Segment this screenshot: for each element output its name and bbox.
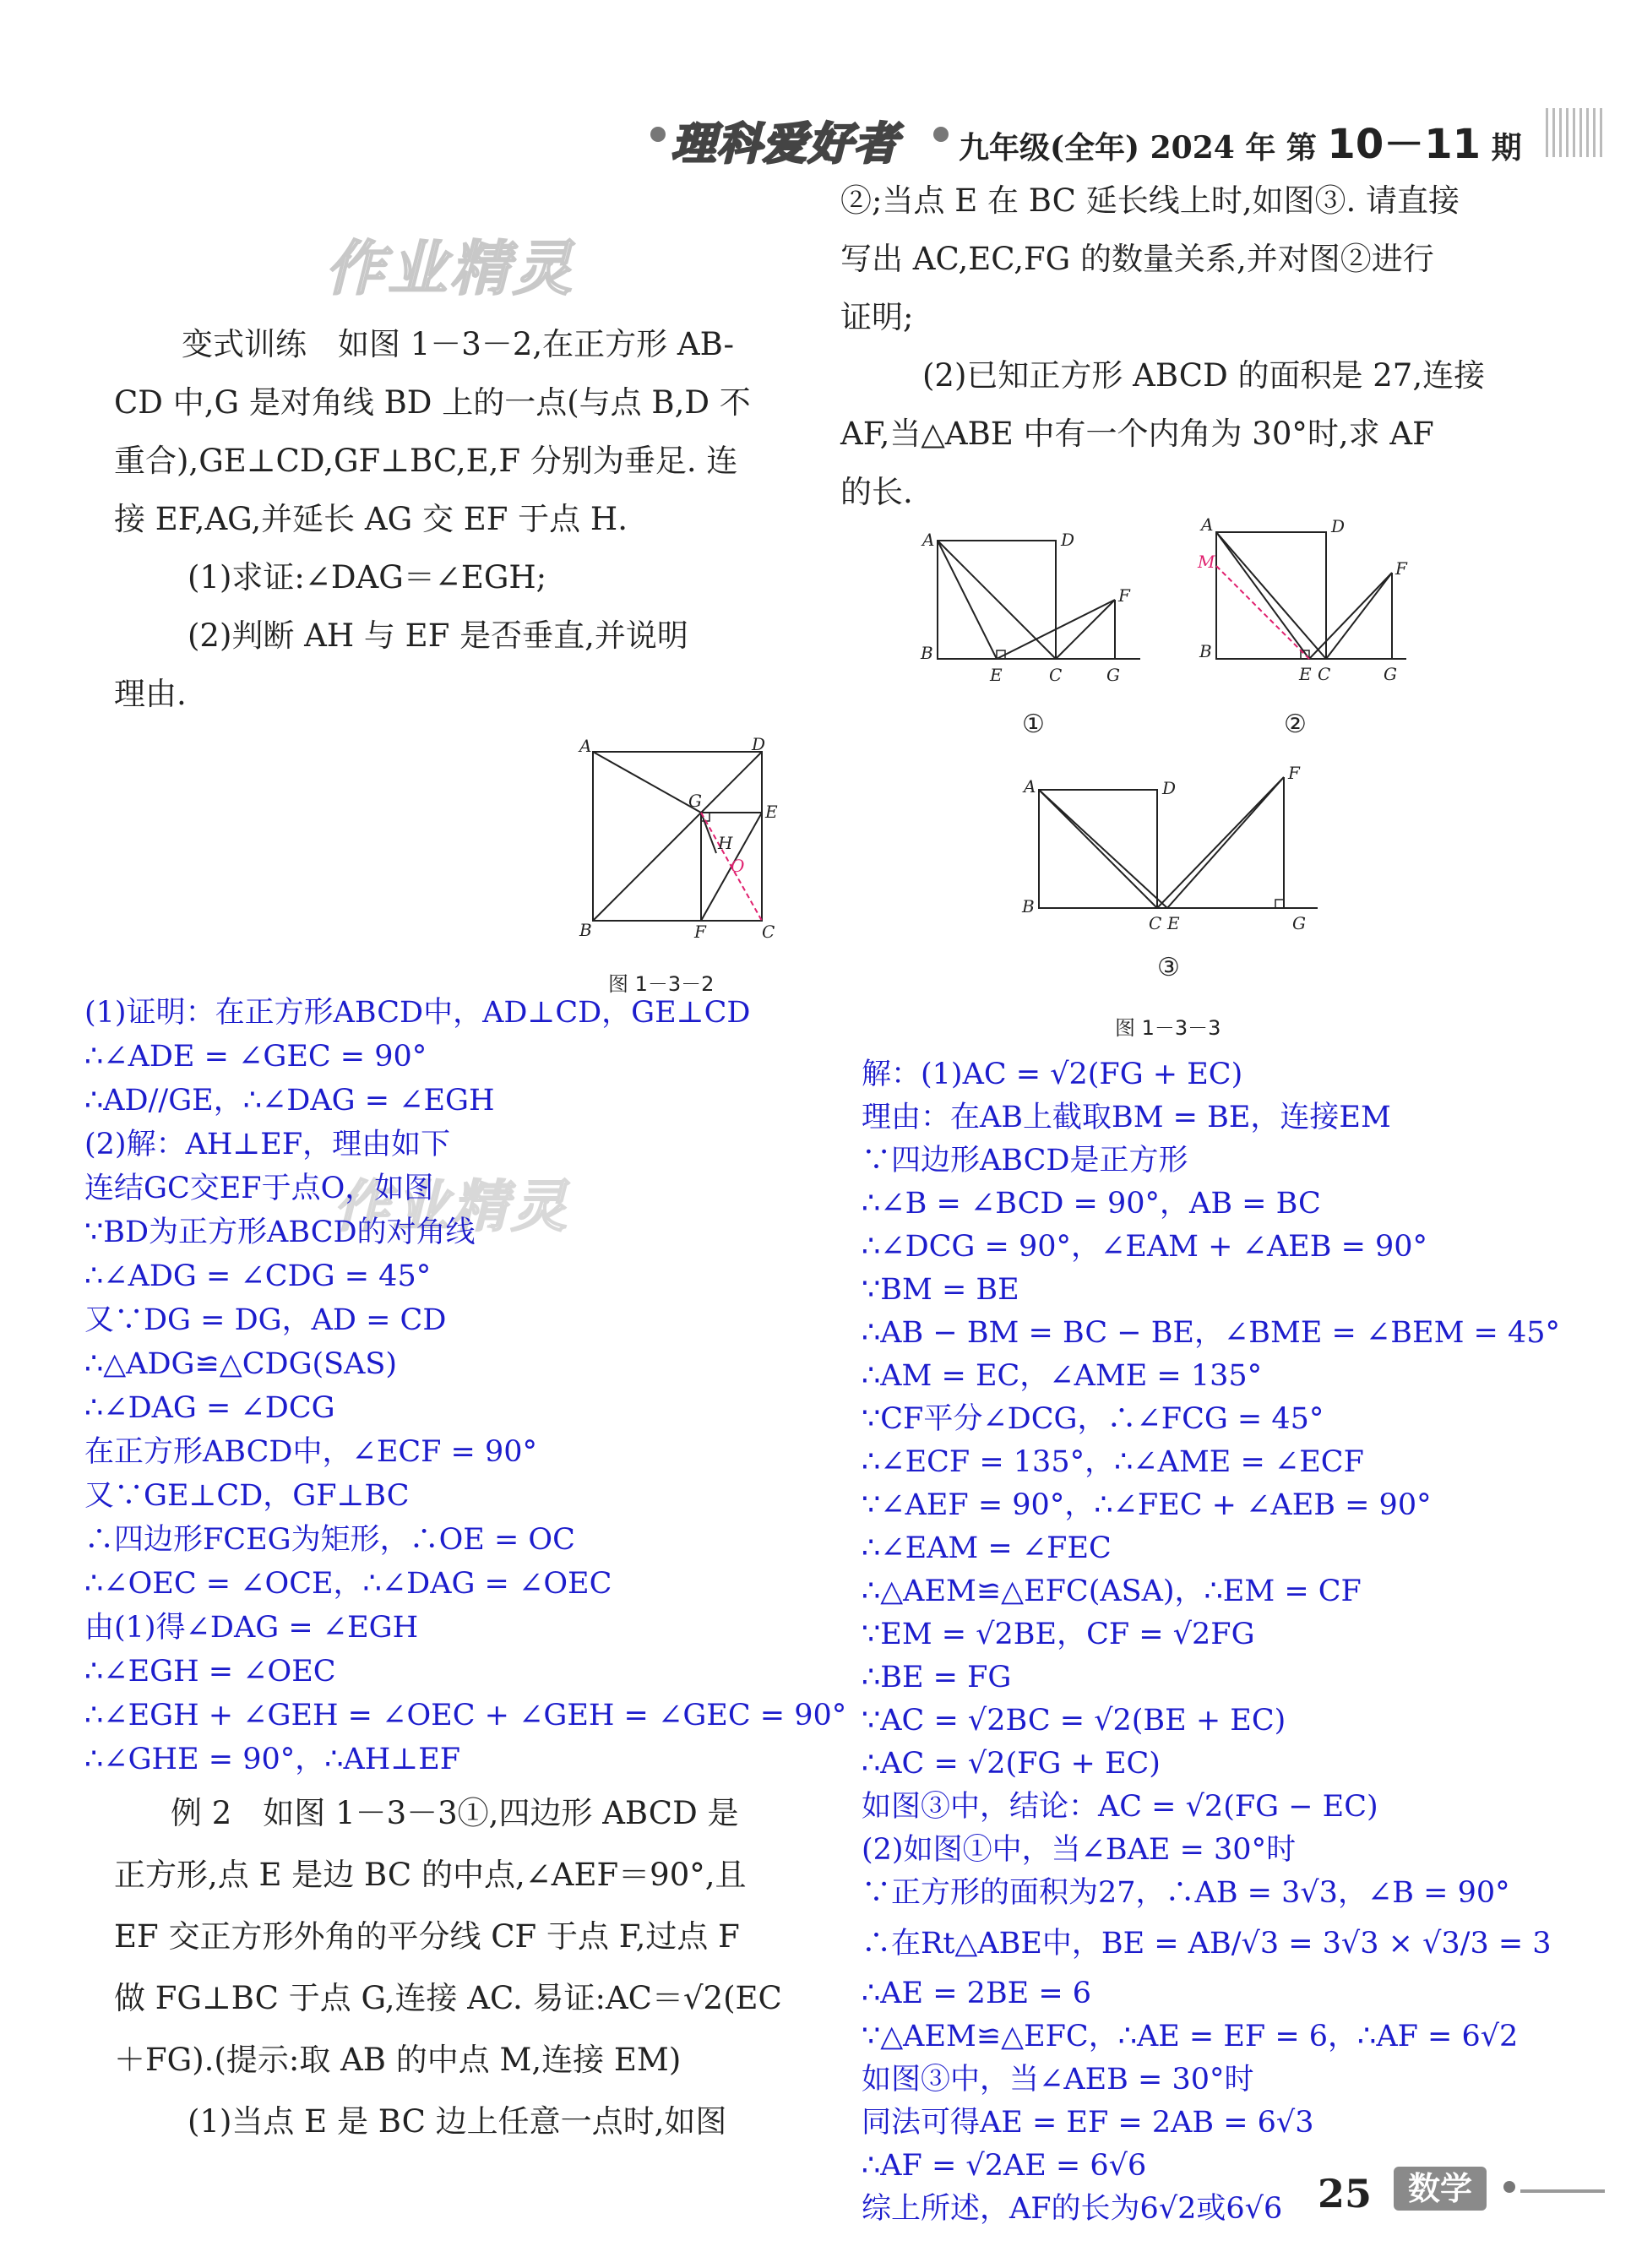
left-problem-line: 理由.: [114, 676, 187, 712]
fig1-label: F: [1118, 585, 1130, 606]
fig132-label: O: [731, 856, 745, 876]
fig1-subcaption: ①: [1022, 710, 1045, 739]
fig1-label: C: [1049, 665, 1063, 685]
solution-line: (2)如图①中，当∠BAE = 30°时: [862, 1833, 1297, 1867]
fig2-label: B: [1199, 641, 1212, 661]
right-problem-line: AF,当△ABE 中有一个内角为 30°时,求 AF: [840, 416, 1434, 452]
solution-line: ∴△AEM≌△EFC(ASA)，∴EM = CF: [862, 1575, 1362, 1608]
solution-line: 在正方形ABCD中，∠ECF = 90°: [84, 1435, 538, 1469]
left-problem-line: 重合),GE⊥CD,GF⊥BC,E,F 分别为垂足. 连: [114, 443, 738, 479]
issue-suffix: 期: [1491, 130, 1522, 166]
solution-line: ∴∠OEC = ∠OCE，∴∠DAG = ∠OEC: [84, 1567, 612, 1601]
solution-line: ∴∠EGH + ∠GEH = ∠OEC + ∠GEH = ∠GEC = 90°: [84, 1699, 847, 1732]
solution-line: 又∵DG = DG，AD = CD: [84, 1303, 447, 1337]
left-solution: [84, 991, 846, 1781]
solution-line: ∵正方形的面积为27，∴AB = 3√3，∠B = 90°: [862, 1876, 1510, 1910]
fig3-label: C: [1149, 913, 1162, 933]
example-line: ＋FG).(提示:取 AB 的中点 M,连接 EM): [114, 2042, 682, 2078]
solution-line: ∴∠ADG = ∠CDG = 45°: [84, 1259, 432, 1293]
solution-line: ∵△AEM≌△EFC，∴AE = EF = 6，∴AF = 6√2: [862, 2020, 1519, 2053]
fig1-label: G: [1106, 665, 1120, 685]
issue-info: [959, 111, 1522, 170]
fig2-label: A: [1201, 514, 1214, 535]
example-2: [114, 1782, 790, 2152]
issue-text: 九年级(全年) 2024 年 第: [959, 130, 1317, 166]
solution-line: ∴∠ECF = 135°，∴∠AME = ∠ECF: [862, 1445, 1364, 1479]
fig2-subcaption: ②: [1284, 710, 1307, 739]
fig2-label: E: [1299, 664, 1312, 684]
fig2-label: D: [1331, 516, 1346, 536]
page-number: 25: [1318, 2171, 1373, 2216]
right-problem-line: 证明;: [840, 299, 914, 335]
left-problem-line: 变式训练 如图 1－3－2,在正方形 AB-: [182, 326, 735, 362]
left-problem-line: CD 中,G 是对角线 BD 上的一点(与点 B,D 不: [114, 384, 751, 421]
right-problem-line: 的长.: [840, 474, 913, 510]
left-problem-line: (1)求证:∠DAG＝∠EGH;: [156, 559, 547, 596]
solution-line: (2)解：AH⊥EF，理由如下: [84, 1128, 451, 1161]
header-dot-right: [933, 127, 949, 142]
fig132-label: G: [688, 791, 702, 811]
fig132-label: A: [579, 736, 592, 756]
solution-line: ∵∠AEF = 90°，∴∠FEC + ∠AEB = 90°: [862, 1488, 1432, 1522]
left-problem: [114, 315, 781, 723]
fig1-label: E: [990, 665, 1003, 685]
right-solution: [862, 1053, 1560, 2231]
fig3-label: A: [1024, 776, 1036, 797]
solution-line: ∴∠ADE = ∠GEC = 90°: [84, 1040, 427, 1074]
solution-line: 由(1)得∠DAG = ∠EGH: [84, 1611, 419, 1645]
example-line: 正方形,点 E 是边 BC 的中点,∠AEF＝90°,且: [114, 1857, 747, 1893]
figure-1-3-2: [574, 726, 794, 946]
solution-line: ∴∠B = ∠BCD = 90°，AB = BC: [862, 1187, 1321, 1221]
solution-line: 理由：在AB上截取BM = BE，连接EM: [862, 1101, 1391, 1134]
solution-line: ∴在Rt△ABE中，BE = AB/√3 = 3√3 × √3/3 = 3: [862, 1927, 1552, 1961]
example-line: (1)当点 E 是 BC 边上任意一点时,如图: [156, 2103, 727, 2140]
left-problem-line: 接 EF,AG,并延长 AG 交 EF 于点 H.: [114, 501, 628, 537]
solution-line: ∵CF平分∠DCG，∴∠FCG = 45°: [862, 1402, 1324, 1436]
solution-line: 如图③中，结论：AC = √2(FG − EC): [862, 1790, 1378, 1824]
fig2-label: F: [1395, 558, 1407, 579]
subject-badge: 数学: [1394, 2167, 1487, 2211]
header-dot-left: [650, 127, 666, 142]
fig1-label: B: [921, 643, 933, 663]
solution-line: ∵四边形ABCD是正方形: [862, 1144, 1188, 1178]
solution-line: ∴AM = EC，∠AME = 135°: [862, 1359, 1263, 1393]
header-stripes: [1546, 108, 1605, 157]
solution-line: ∴∠EGH = ∠OEC: [84, 1655, 336, 1689]
solution-line: ∴AF = √2AE = 6√6: [862, 2149, 1147, 2183]
solution-line: ∵EM = √2BE，CF = √2FG: [862, 1618, 1255, 1651]
fig2-label: G: [1384, 664, 1397, 684]
solution-line: 又∵GE⊥CD，GF⊥BC: [84, 1479, 410, 1513]
solution-line: ∵BM = BE: [862, 1273, 1019, 1307]
right-problem: [840, 171, 1533, 521]
figure-1-3-3-2: [1182, 507, 1411, 693]
fig132-label: B: [579, 920, 592, 940]
solution-line: ∴BE = FG: [862, 1661, 1012, 1694]
watermark-2: 作业精灵: [334, 1174, 570, 1239]
figure-1-3-3-1: [912, 524, 1149, 693]
fig132-label: D: [752, 734, 766, 754]
solution-line: ∴∠DAG = ∠DCG: [84, 1391, 335, 1425]
example-line: 做 FG⊥BC 于点 G,连接 AC. 易证:AC＝√2(EC: [114, 1980, 782, 2016]
fig3-subcaption: ③: [1157, 953, 1180, 982]
fig132-label: E: [765, 802, 778, 822]
fig3-label: G: [1292, 913, 1306, 933]
fig3-label: E: [1167, 913, 1180, 933]
issue-number: 10－11: [1327, 121, 1481, 168]
solution-line: 同法可得AE = EF = 2AB = 6√3: [862, 2106, 1314, 2140]
solution-line: ∴AB − BM = BC − BE，∠BME = ∠BEM = 45°: [862, 1316, 1561, 1350]
fig3-label: F: [1288, 763, 1300, 783]
fig3-label: B: [1022, 896, 1035, 916]
footer-line: [1520, 2189, 1605, 2193]
right-problem-line: ②;当点 E 在 BC 延长线上时,如图③. 请直接: [840, 182, 1460, 219]
solution-line: ∴∠GHE = 90°，∴AH⊥EF: [84, 1743, 461, 1776]
solution-line: ∴∠DCG = 90°，∠EAM + ∠AEB = 90°: [862, 1230, 1428, 1264]
fig2-label: C: [1318, 664, 1331, 684]
solution-line: ∴△ADG≌△CDG(SAS): [84, 1347, 398, 1381]
fig132-label: H: [718, 833, 733, 853]
right-problem-line: (2)已知正方形 ABCD 的面积是 27,连接: [891, 357, 1486, 394]
solution-line: ∴四边形FCEG为矩形，∴OE = OC: [84, 1523, 575, 1557]
watermark: 作业精灵: [325, 234, 575, 303]
solution-line: (1)证明：在正方形ABCD中，AD⊥CD，GE⊥CD: [84, 996, 751, 1030]
solution-line: ∴AC = √2(FG + EC): [862, 1747, 1161, 1781]
solution-line: 连结GC交EF于点O，如图: [84, 1172, 434, 1205]
solution-line: ∵AC = √2BC = √2(BE + EC): [862, 1704, 1286, 1738]
solution-line: ∴∠EAM = ∠FEC: [862, 1531, 1112, 1565]
footer-dot: [1503, 2181, 1515, 2193]
left-problem-line: (2)判断 AH 与 EF 是否垂直,并说明: [156, 617, 688, 654]
fig1-label: D: [1061, 530, 1075, 550]
fig3-label: D: [1162, 778, 1177, 798]
fig132-label: F: [694, 922, 706, 942]
fig132-label: C: [762, 922, 775, 942]
solution-line: 如图③中，当∠AEB = 30°时: [862, 2063, 1254, 2097]
right-problem-line: 写出 AC,EC,FG 的数量关系,并对图②进行: [840, 241, 1434, 277]
example-line: 例 2 如图 1－3－3①,四边形 ABCD 是: [139, 1795, 739, 1831]
solution-line: 综上所述，AF的长为6√2或6√6: [862, 2192, 1283, 2226]
brand-logo: 理科爱好者: [671, 119, 900, 170]
solution-line: ∴AE = 2BE = 6: [862, 1977, 1092, 2010]
figure-1-3-2-caption: 图 1－3－2: [608, 972, 715, 996]
example-line: EF 交正方形外角的平分线 CF 于点 F,过点 F: [114, 1918, 740, 1955]
solution-line: ∴AD//GE，∴∠DAG = ∠EGH: [84, 1084, 495, 1118]
figure-1-3-3-3: [1014, 760, 1335, 946]
figure-1-3-3-caption: 图 1－3－3: [1115, 1016, 1221, 1040]
solution-line: 解：(1)AC = √2(FG + EC): [862, 1058, 1243, 1091]
solution-line: ∵BD为正方形ABCD的对角线: [84, 1216, 476, 1249]
fig1-label: A: [922, 530, 935, 550]
fig2-label: M: [1198, 552, 1215, 572]
